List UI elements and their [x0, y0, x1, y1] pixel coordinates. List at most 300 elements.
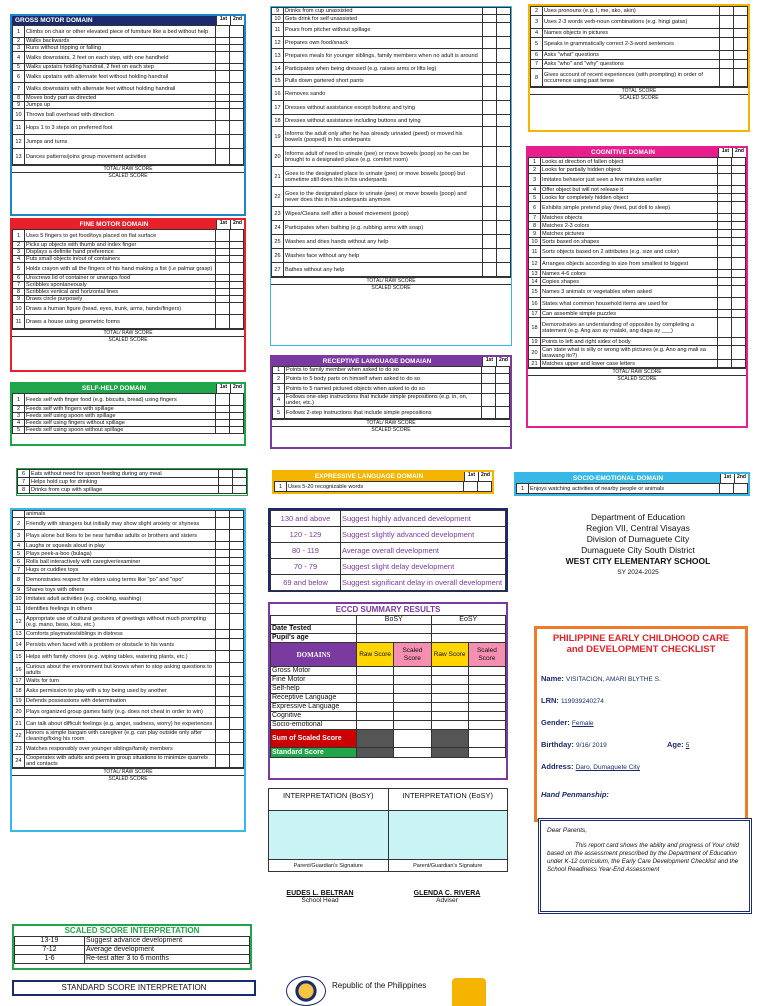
scaled-range: 1-6	[15, 955, 85, 964]
socio-continued-table	[12, 510, 244, 768]
score-1st[interactable]	[483, 23, 497, 37]
score-2nd[interactable]	[230, 406, 244, 413]
score-2nd[interactable]	[497, 63, 511, 75]
score-2nd[interactable]	[230, 394, 244, 406]
card-title: PHILIPPINE EARLY CHILDHOOD CARE and DEVELOPMENT CHECKLIST	[552, 633, 730, 655]
score-2nd[interactable]	[734, 484, 748, 494]
summary-cell[interactable]	[357, 721, 394, 730]
score-2nd[interactable]	[732, 338, 746, 346]
expressive-title: EXPRESSIVE LANGUAGE DOMAIN	[314, 473, 424, 480]
score-2nd[interactable]	[230, 263, 244, 275]
score-1st[interactable]	[483, 221, 497, 235]
score-1st[interactable]	[482, 394, 496, 407]
summary-cell[interactable]	[431, 730, 468, 748]
score-2nd[interactable]	[497, 8, 511, 15]
score-2nd[interactable]	[478, 482, 492, 492]
item-text: Walks downstairs with alternate feet without holding handrail	[25, 83, 216, 95]
score-1st[interactable]	[216, 303, 230, 315]
score-1st[interactable]	[718, 286, 732, 298]
item-number: 13	[13, 630, 25, 639]
item-number: 7	[529, 214, 541, 222]
score-2nd[interactable]	[497, 147, 511, 167]
score-1st[interactable]	[483, 87, 497, 101]
score-2nd[interactable]	[734, 29, 748, 38]
summary-cell[interactable]	[357, 667, 394, 676]
summary-cell[interactable]	[394, 694, 431, 703]
scaled-score: SCALED SCORE	[271, 284, 511, 291]
score-2nd[interactable]	[230, 282, 244, 289]
summary-cell[interactable]	[357, 634, 432, 643]
score-2nd[interactable]	[233, 470, 247, 478]
score-2nd[interactable]	[496, 384, 510, 394]
score-1st[interactable]	[718, 270, 732, 278]
score-1st[interactable]	[718, 174, 732, 186]
score-2nd[interactable]	[230, 121, 244, 135]
score-1st[interactable]	[718, 246, 732, 258]
score-2nd[interactable]	[230, 413, 244, 420]
parent-signature-eosy: Parent/Guardian's Signature	[389, 859, 508, 871]
score-2nd[interactable]	[230, 45, 244, 52]
score-2nd[interactable]	[732, 174, 746, 186]
eosy-header: EoSY	[431, 616, 506, 625]
score-2nd[interactable]	[732, 202, 746, 214]
deped: Department of Education	[590, 512, 686, 522]
score-1st[interactable]	[216, 550, 230, 558]
score-1st[interactable]	[483, 249, 497, 263]
score-2nd[interactable]	[230, 26, 244, 38]
summary-cell[interactable]	[468, 712, 505, 721]
score-1st[interactable]	[718, 238, 732, 246]
summary-cell[interactable]	[394, 712, 431, 721]
summary-cell[interactable]	[468, 667, 505, 676]
summary-cell[interactable]	[357, 685, 394, 694]
score-2nd[interactable]	[230, 639, 244, 651]
score-2nd[interactable]	[230, 685, 244, 697]
score-2nd[interactable]	[230, 95, 244, 102]
interpretation-bosy-field[interactable]	[269, 811, 388, 859]
score-2nd[interactable]	[496, 367, 510, 374]
score-2nd[interactable]	[230, 242, 244, 249]
score-2nd[interactable]	[734, 38, 748, 51]
score-2nd[interactable]	[734, 16, 748, 29]
score-2nd[interactable]	[230, 574, 244, 586]
score-2nd[interactable]	[230, 135, 244, 149]
score-1st[interactable]	[718, 194, 732, 202]
score-1st[interactable]	[216, 109, 230, 121]
score-2nd[interactable]	[732, 360, 746, 368]
score-2nd[interactable]	[230, 755, 244, 768]
score-2nd[interactable]	[497, 221, 511, 235]
score-1st[interactable]	[216, 685, 230, 697]
score-2nd[interactable]	[230, 52, 244, 64]
score-2nd[interactable]	[732, 166, 746, 174]
score-2nd[interactable]	[230, 542, 244, 550]
score-1st[interactable]	[720, 7, 734, 16]
score-1st[interactable]	[216, 706, 230, 718]
score-2nd[interactable]	[732, 238, 746, 246]
score-1st[interactable]	[483, 235, 497, 249]
score-1st[interactable]	[216, 315, 230, 329]
summary-cell[interactable]	[394, 721, 431, 730]
score-1st[interactable]	[483, 115, 497, 127]
summary-cell[interactable]	[357, 676, 394, 685]
score-2nd[interactable]	[230, 518, 244, 530]
score-2nd[interactable]	[497, 37, 511, 49]
score-1st[interactable]	[216, 83, 230, 95]
score-1st[interactable]	[718, 318, 732, 338]
score-1st[interactable]	[216, 102, 230, 109]
checklist-row	[13, 406, 244, 413]
score-2nd[interactable]	[732, 246, 746, 258]
score-1st[interactable]	[216, 406, 230, 413]
score-2nd[interactable]	[732, 230, 746, 238]
score-2nd[interactable]	[732, 270, 746, 278]
score-1st[interactable]	[216, 420, 230, 427]
summary-cell[interactable]	[394, 703, 431, 712]
score-2nd[interactable]	[497, 207, 511, 221]
summary-cell[interactable]	[431, 703, 468, 712]
summary-cell[interactable]	[431, 685, 468, 694]
score-2nd[interactable]	[732, 214, 746, 222]
summary-cell[interactable]	[431, 625, 506, 634]
score-2nd[interactable]	[497, 249, 511, 263]
score-2nd[interactable]	[497, 235, 511, 249]
score-2nd[interactable]	[496, 394, 510, 407]
score-1st[interactable]	[720, 16, 734, 29]
score-1st[interactable]	[718, 346, 732, 360]
score-1st[interactable]	[216, 263, 230, 275]
score-1st[interactable]	[718, 214, 732, 222]
checklist-row	[529, 346, 746, 360]
summary-cell[interactable]	[468, 730, 505, 748]
score-2nd[interactable]	[230, 594, 244, 604]
score-2nd[interactable]	[230, 530, 244, 542]
score-1st[interactable]	[483, 15, 497, 23]
score-1st[interactable]	[216, 511, 230, 518]
score-2nd[interactable]	[230, 697, 244, 706]
score-2nd[interactable]	[732, 346, 746, 360]
score-1st[interactable]	[482, 367, 496, 374]
summary-cell[interactable]	[431, 712, 468, 721]
score-1st[interactable]	[216, 755, 230, 768]
score-2nd[interactable]	[230, 315, 244, 329]
summary-cell[interactable]	[394, 676, 431, 685]
score-1st[interactable]	[718, 158, 732, 166]
score-1st[interactable]	[216, 530, 230, 542]
score-2nd[interactable]	[734, 69, 748, 87]
score-1st[interactable]	[720, 51, 734, 60]
score-2nd[interactable]	[732, 222, 746, 230]
summary-cell[interactable]	[394, 748, 431, 758]
summary-cell[interactable]	[357, 694, 394, 703]
score-1st[interactable]	[216, 718, 230, 730]
score-1st[interactable]	[718, 230, 732, 238]
interpretation-eosy-field[interactable]	[389, 811, 508, 859]
summary-cell[interactable]	[357, 730, 394, 748]
item-text: Gives account of recent experiences (with prompting) in order of occurrence using past tense	[543, 69, 720, 87]
score-2nd[interactable]	[497, 187, 511, 207]
score-2nd[interactable]	[497, 127, 511, 147]
score-1st[interactable]	[216, 296, 230, 303]
score-2nd[interactable]	[734, 7, 748, 16]
score-2nd[interactable]	[230, 64, 244, 71]
score-1st[interactable]	[720, 60, 734, 69]
score-2nd[interactable]	[732, 318, 746, 338]
score-2nd[interactable]	[230, 630, 244, 639]
score-2nd[interactable]	[230, 256, 244, 263]
summary-cell[interactable]	[357, 712, 394, 721]
score-2nd[interactable]	[230, 677, 244, 685]
score-1st[interactable]	[483, 207, 497, 221]
summary-cell[interactable]	[431, 634, 506, 643]
score-2nd[interactable]	[497, 75, 511, 87]
score-1st[interactable]	[483, 263, 497, 277]
score-1st[interactable]	[718, 298, 732, 310]
score-2nd[interactable]	[496, 407, 510, 419]
score-1st[interactable]	[483, 167, 497, 187]
score-2nd[interactable]	[230, 558, 244, 566]
score-2nd[interactable]	[230, 303, 244, 315]
score-1st[interactable]	[483, 147, 497, 167]
age-label: Age:	[667, 740, 684, 749]
score-1st[interactable]	[718, 186, 732, 194]
item-text: Moves body part as directed	[25, 95, 216, 102]
blank-cell[interactable]	[271, 616, 357, 625]
score-1st[interactable]	[718, 338, 732, 346]
score-1st[interactable]	[216, 663, 230, 677]
item-text: Goes to the designated place to urinate (pee) or move bowels (poop) and never does this in his underpants anymore	[284, 187, 483, 207]
score-1st[interactable]	[720, 29, 734, 38]
score-2nd[interactable]	[230, 706, 244, 718]
col-2nd: 2nd	[230, 384, 244, 393]
score-1st[interactable]	[216, 135, 230, 149]
item-number: 8	[13, 95, 25, 102]
scaled-desc: Average development	[85, 946, 250, 955]
score-1st[interactable]	[216, 121, 230, 135]
score-2nd[interactable]	[497, 115, 511, 127]
summary-cell[interactable]	[394, 685, 431, 694]
scaled-desc: Re-test after 3 to 6 months	[85, 955, 250, 964]
score-1st[interactable]	[216, 282, 230, 289]
score-2nd[interactable]	[497, 167, 511, 187]
score-1st[interactable]	[718, 310, 732, 318]
score-2nd[interactable]	[230, 83, 244, 95]
division: Division of Dumaguete City	[586, 534, 690, 544]
score-2nd[interactable]	[233, 478, 247, 486]
item-number: 13	[13, 149, 25, 165]
score-1st[interactable]	[219, 470, 233, 478]
score-1st[interactable]	[216, 149, 230, 165]
summary-cell[interactable]	[431, 694, 468, 703]
score-2nd[interactable]	[230, 71, 244, 83]
score-1st[interactable]	[483, 127, 497, 147]
score-2nd[interactable]	[732, 186, 746, 194]
score-1st[interactable]	[483, 75, 497, 87]
score-2nd[interactable]	[230, 718, 244, 730]
score-1st[interactable]	[216, 289, 230, 296]
score-1st[interactable]	[216, 518, 230, 530]
score-2nd[interactable]	[230, 427, 244, 434]
score-2nd[interactable]	[230, 663, 244, 677]
score-1st[interactable]	[216, 558, 230, 566]
score-2nd[interactable]	[497, 101, 511, 115]
score-2nd[interactable]	[732, 158, 746, 166]
score-2nd[interactable]	[732, 258, 746, 270]
score-2nd[interactable]	[230, 730, 244, 743]
checklist-row	[529, 360, 746, 368]
score-2nd[interactable]	[497, 23, 511, 37]
score-2nd[interactable]	[497, 15, 511, 23]
score-2nd[interactable]	[230, 604, 244, 614]
score-2nd[interactable]	[230, 149, 244, 165]
score-1st[interactable]	[720, 38, 734, 51]
score-2nd[interactable]	[230, 511, 244, 518]
pupil-age-label: Pupil's age	[271, 634, 357, 643]
score-1st[interactable]	[483, 101, 497, 115]
score-1st[interactable]	[464, 482, 478, 492]
score-1st[interactable]	[216, 743, 230, 755]
score-1st[interactable]	[216, 630, 230, 639]
summary-cell[interactable]	[357, 625, 432, 634]
score-1st[interactable]	[718, 222, 732, 230]
score-1st[interactable]	[216, 52, 230, 64]
score-1st[interactable]	[718, 166, 732, 174]
score-1st[interactable]	[216, 256, 230, 263]
summary-cell[interactable]	[431, 721, 468, 730]
score-2nd[interactable]	[233, 486, 247, 494]
score-2nd[interactable]	[497, 87, 511, 101]
summary-cell[interactable]	[431, 676, 468, 685]
summary-cell[interactable]	[394, 667, 431, 676]
score-2nd[interactable]	[732, 286, 746, 298]
score-1st[interactable]	[483, 37, 497, 49]
score-2nd[interactable]	[230, 651, 244, 663]
summary-cell[interactable]	[431, 667, 468, 676]
score-1st[interactable]	[216, 697, 230, 706]
score-1st[interactable]	[718, 278, 732, 286]
score-2nd[interactable]	[230, 743, 244, 755]
item-number: 2	[13, 242, 25, 249]
score-1st[interactable]	[216, 427, 230, 434]
score-1st[interactable]	[216, 677, 230, 685]
score-1st[interactable]	[482, 374, 496, 384]
summary-cell[interactable]	[468, 721, 505, 730]
self-help-title: SELF-HELP DOMAIN	[81, 385, 147, 392]
score-2nd[interactable]	[497, 263, 511, 277]
score-1st[interactable]	[483, 63, 497, 75]
score-1st[interactable]	[216, 574, 230, 586]
score-2nd[interactable]	[230, 230, 244, 242]
score-1st[interactable]	[216, 651, 230, 663]
score-2nd[interactable]	[732, 194, 746, 202]
score-2nd[interactable]	[230, 614, 244, 630]
score-2nd[interactable]	[497, 49, 511, 63]
score-1st[interactable]	[483, 187, 497, 207]
score-1st[interactable]	[216, 26, 230, 38]
score-2nd[interactable]	[496, 374, 510, 384]
score-2nd[interactable]	[230, 38, 244, 45]
score-2nd[interactable]	[732, 278, 746, 286]
checklist-row	[13, 71, 244, 83]
summary-cell[interactable]	[468, 694, 505, 703]
summary-cell[interactable]	[468, 685, 505, 694]
score-2nd[interactable]	[230, 550, 244, 558]
score-1st[interactable]	[216, 64, 230, 71]
item-number: 25	[272, 235, 284, 249]
score-1st[interactable]	[216, 542, 230, 550]
score-2nd[interactable]	[230, 275, 244, 282]
score-1st[interactable]	[482, 407, 496, 419]
score-1st[interactable]	[219, 486, 233, 494]
letter-body: This report card shows the ability and progress of Your child based on the assessment prescribed by the Department of Education under K-12 curriculum, the Early Care Development Checklist and the School Readiness Year-End Assessment	[547, 842, 739, 873]
score-2nd[interactable]	[230, 109, 244, 121]
score-1st[interactable]	[216, 230, 230, 242]
score-1st[interactable]	[216, 614, 230, 630]
summary-cell[interactable]	[431, 748, 468, 758]
score-1st[interactable]	[219, 478, 233, 486]
summary-cell[interactable]	[468, 748, 505, 758]
score-1st[interactable]	[216, 95, 230, 102]
score-1st[interactable]	[216, 639, 230, 651]
summary-cell[interactable]	[468, 676, 505, 685]
score-1st[interactable]	[482, 384, 496, 394]
total-raw-score: TOTAL/ RAW SCORE	[12, 768, 244, 775]
summary-cell[interactable]	[357, 703, 394, 712]
score-1st[interactable]	[720, 484, 734, 494]
score-2nd[interactable]	[230, 249, 244, 256]
score-1st[interactable]	[720, 69, 734, 87]
score-1st[interactable]	[216, 604, 230, 614]
score-1st[interactable]	[483, 49, 497, 63]
score-2nd[interactable]	[732, 298, 746, 310]
score-1st[interactable]	[216, 394, 230, 406]
score-2nd[interactable]	[230, 586, 244, 594]
item-text: Demonstrates respect for elders using terms like "po" and "opo"	[25, 574, 216, 586]
score-1st[interactable]	[216, 413, 230, 420]
checklist-row	[13, 121, 244, 135]
score-1st[interactable]	[718, 258, 732, 270]
score-1st[interactable]	[216, 38, 230, 45]
score-2nd[interactable]	[230, 566, 244, 574]
item-text: Plays alone but likes to be near familiar adults or brothers and sisters	[25, 530, 216, 542]
score-1st[interactable]	[216, 566, 230, 574]
score-1st[interactable]	[216, 242, 230, 249]
score-1st[interactable]	[718, 202, 732, 214]
score-1st[interactable]	[216, 275, 230, 282]
score-2nd[interactable]	[230, 289, 244, 296]
item-text: Holds crayon with all the fingers of his hand making a fist (i.e palmar grasp)	[25, 263, 216, 275]
summary-cell[interactable]	[357, 748, 394, 758]
score-1st[interactable]	[216, 45, 230, 52]
score-1st[interactable]	[483, 8, 497, 15]
checklist-row	[13, 697, 244, 706]
score-2nd[interactable]	[230, 420, 244, 427]
summary-cell[interactable]	[394, 730, 431, 748]
score-2nd[interactable]	[732, 310, 746, 318]
item-text: Feeds self with finger food (e.g. biscuits, bread) using fingers	[25, 394, 216, 406]
score-1st[interactable]	[216, 71, 230, 83]
score-1st[interactable]	[216, 730, 230, 743]
score-1st[interactable]	[216, 586, 230, 594]
score-2nd[interactable]	[230, 296, 244, 303]
score-1st[interactable]	[718, 360, 732, 368]
score-1st[interactable]	[216, 249, 230, 256]
score-2nd[interactable]	[734, 60, 748, 69]
score-2nd[interactable]	[230, 102, 244, 109]
score-2nd[interactable]	[734, 51, 748, 60]
score-1st[interactable]	[216, 594, 230, 604]
summary-cell[interactable]	[468, 703, 505, 712]
